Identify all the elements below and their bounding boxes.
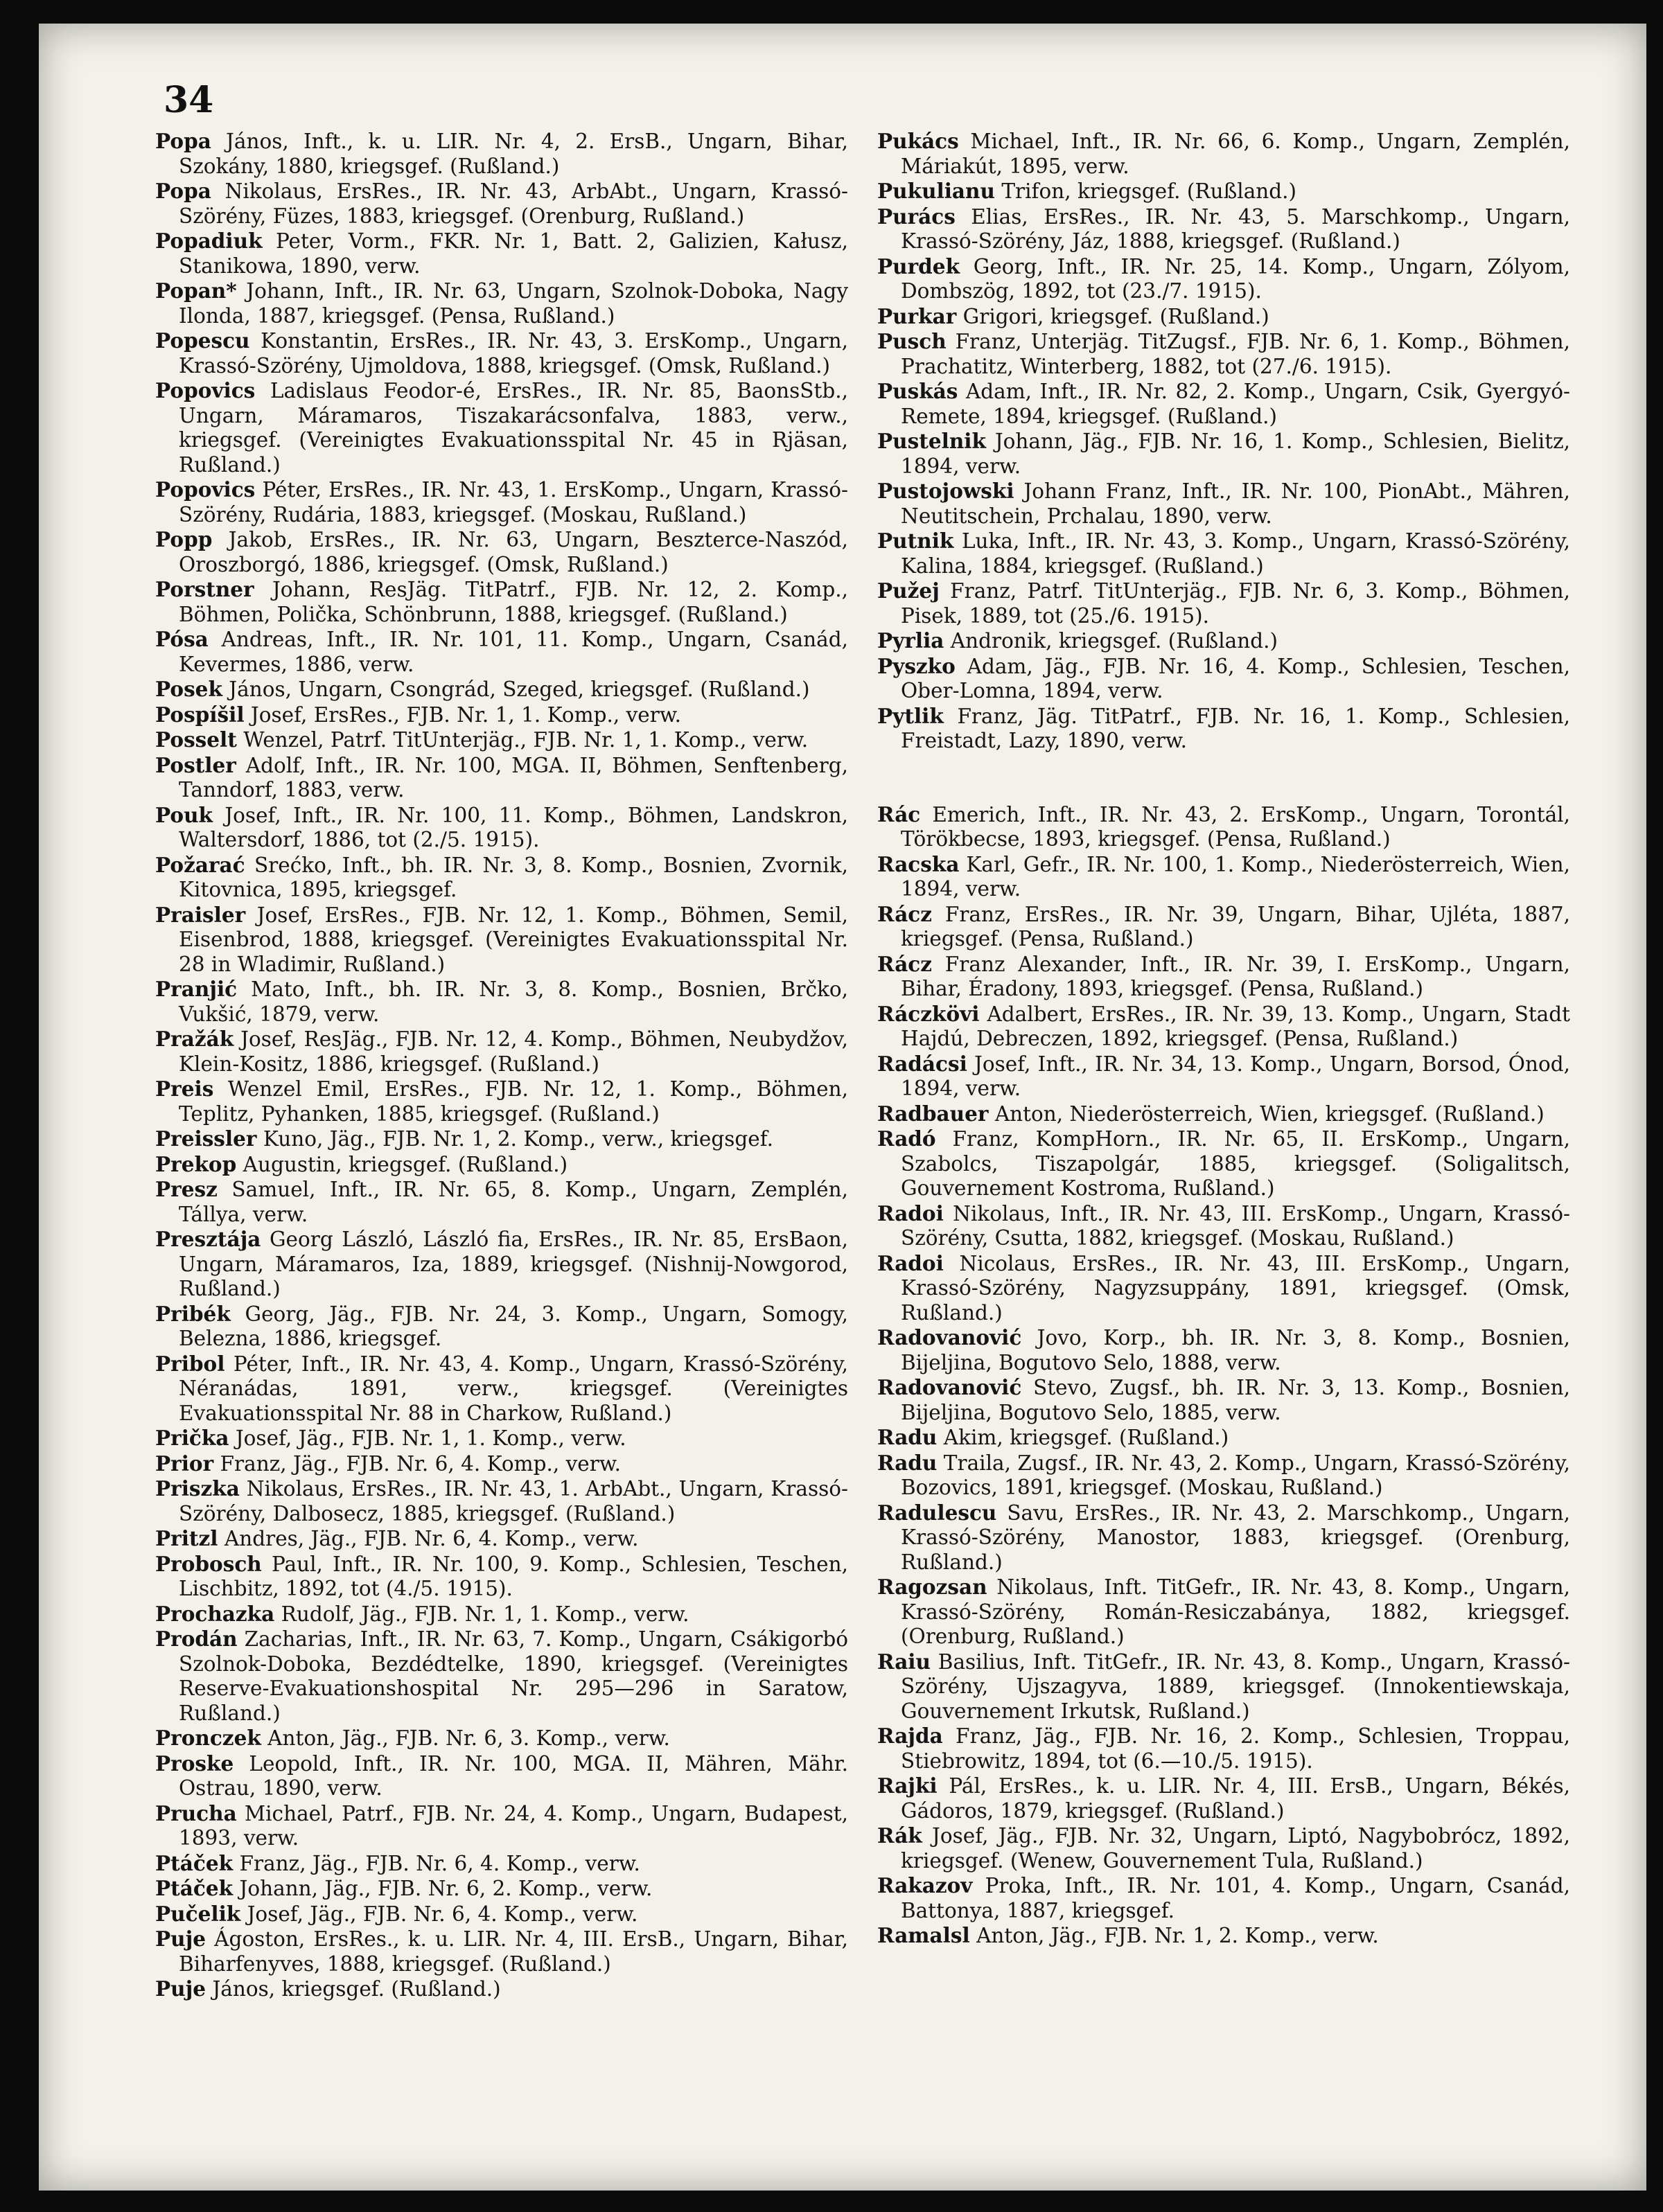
entry-details: Georg, Jäg., FJB. Nr. 24, 3. Komp., Ungarn, Somogy, Belezna, 1886, kriegsgef.: [179, 1302, 848, 1350]
entry-details: Josef, Jäg., FJB. Nr. 1, 1. Komp., verw.: [235, 1426, 626, 1450]
entry-details: Franz, Jäg., FJB. Nr. 6, 4. Komp., verw.: [239, 1851, 640, 1875]
entry-details: Franz, Jäg., FJB. Nr. 16, 2. Komp., Schlesien, Troppau, Stiebrowitz, 1894, tot (6.—10./5. 1915).: [901, 1724, 1570, 1773]
entry-surname: Ptáček: [155, 1876, 234, 1900]
entry-details: Johann, Jäg., FJB. Nr. 16, 1. Komp., Schlesien, Bielitz, 1894, verw.: [901, 430, 1570, 478]
section-p-entries: [877, 129, 1570, 754]
list-entry: [877, 304, 1570, 330]
list-entry: [877, 1501, 1570, 1575]
list-entry: [155, 1027, 848, 1077]
entry-surname: Ragozsan: [877, 1575, 987, 1599]
list-entry: [877, 1101, 1570, 1127]
entry-details: Johann Franz, Inft., IR. Nr. 100, PionAbt., Mähren, Neutitschein, Prchalau, 1890, verw.: [901, 479, 1570, 528]
list-entry: [877, 704, 1570, 754]
entry-surname: Radbauer: [877, 1101, 989, 1126]
entry-surname: Purdek: [877, 254, 960, 278]
entry-surname: Putnik: [877, 529, 954, 553]
entry-surname: Popa: [155, 179, 211, 203]
entry-details: János, Ungarn, Csongrád, Szeged, kriegsgef. (Rußland.): [229, 678, 810, 701]
list-entry: [877, 204, 1570, 254]
entry-surname: Rácz: [877, 901, 933, 926]
list-entry: [877, 902, 1570, 952]
list-entry: [155, 627, 848, 677]
list-entry: [877, 1375, 1570, 1425]
entry-details: Ágoston, ErsRes., k. u. LIR. Nr. 4, III. ErsB., Ungarn, Bihar, Biharfenyves, 1888, kriegsgef. (Rußland.): [179, 1927, 848, 1976]
entry-surname: Radu: [877, 1425, 938, 1449]
list-entry: [877, 179, 1570, 204]
entry-surname: Popp: [155, 527, 213, 551]
entry-details: Johann, ResJäg. TitPatrf., FJB. Nr. 12, 2. Komp., Böhmen, Polička, Schönbrunn, 1888, kriegsgef. (Rußland.): [179, 578, 848, 626]
entry-surname: Pytlik: [877, 703, 944, 728]
list-entry: [877, 429, 1570, 479]
section-r-entries: [877, 802, 1570, 1949]
list-entry: [877, 1126, 1570, 1201]
entry-surname: Pukács: [877, 129, 959, 153]
list-entry: [877, 1002, 1570, 1052]
entry-details: Jakob, ErsRes., IR. Nr. 63, Ungarn, Beszterce-Naszód, Oroszborgó, 1886, kriegsgef. (Omsk, Rußland.): [179, 528, 848, 576]
list-entry: [155, 1876, 848, 1902]
entry-surname: Radoi: [877, 1201, 944, 1226]
entry-surname: Popovics: [155, 477, 256, 502]
entry-details: Franz, ErsRes., IR. Nr. 39, Ungarn, Bihar, Ujléta, 1887, kriegsgef. (Pensa, Rußland.): [901, 902, 1570, 950]
entry-surname: Posselt: [155, 727, 237, 752]
entry-details: János, Inft., k. u. LIR. Nr. 4, 2. ErsB., Ungarn, Bihar, Szokány, 1880, kriegsgef. (Rußland.): [179, 130, 848, 178]
entry-surname: Radu: [877, 1450, 938, 1475]
entry-details: Georg, Inft., IR. Nr. 25, 14. Komp., Ungarn, Zólyom, Dombszög, 1892, tot (23./7. 1915).: [901, 254, 1570, 303]
entry-details: Franz Alexander, Inft., IR. Nr. 39, I. ErsKomp., Ungarn, Bihar, Éradony, 1893, kriegsgef. (Pensa, Rußland.): [901, 952, 1570, 1000]
list-entry: [877, 1923, 1570, 1949]
entry-surname: Rajda: [877, 1724, 943, 1748]
list-entry: [877, 254, 1570, 304]
entry-surname: Pužej: [877, 578, 940, 603]
entry-details: Pál, ErsRes., k. u. LIR. Nr. 4, III. ErsB., Ungarn, Békés, Gádoros, 1879, kriegsgef. (Rußland.): [901, 1774, 1570, 1823]
entry-details: Péter, Inft., IR. Nr. 43, 4. Komp., Ungarn, Krassó-Szörény, Néranádas, 1891, verw., kriegsgef. (Vereinigtes Evakuationsspital Nr. 88 in Charkow, Rußland.): [179, 1352, 848, 1425]
entry-details: Trifon, kriegsgef. (Rußland.): [1001, 179, 1297, 203]
list-entry: [155, 1352, 848, 1426]
list-entry: [155, 477, 848, 527]
entry-details: Elias, ErsRes., IR. Nr. 43, 5. Marschkomp., Ungarn, Krassó-Szörény, Jáz, 1888, kriegsgef. (Rußland.): [901, 204, 1570, 253]
entry-details: Nikolaus, Inft. TitGefr., IR. Nr. 43, 8. Komp., Ungarn, Krassó-Szörény, Román-Resiczabánya, 1882, kriegsgef. (Orenburg, Rußland.): [901, 1575, 1570, 1648]
list-entry: [155, 853, 848, 903]
right-column: [877, 129, 1570, 1949]
entry-details: Nikolaus, ErsRes., IR. Nr. 43, 1. ArbAbt., Ungarn, Krassó-Szörény, Dalbosecz, 1885, kriegsgef. (Rußland.): [179, 1477, 848, 1525]
entry-surname: Radácsi: [877, 1051, 967, 1076]
entry-details: Franz, Patrf. TitUnterjäg., FJB. Nr. 6, 3. Komp., Böhmen, Pisek, 1889, tot (25./6. 1915).: [901, 579, 1570, 628]
entry-surname: Pustojowski: [877, 479, 1014, 503]
entry-surname: Purkar: [877, 303, 957, 328]
list-entry: [155, 1552, 848, 1602]
list-entry: [155, 328, 848, 378]
entry-surname: Pučelik: [155, 1901, 241, 1926]
entry-surname: Puskás: [877, 379, 958, 403]
entry-details: Savu, ErsRes., IR. Nr. 43, 2. Marschkomp., Ungarn, Krassó-Szörény, Manostor, 1883, kriegsgef. (Orenburg, Rußland.): [901, 1501, 1570, 1574]
list-entry: [155, 903, 848, 977]
entry-surname: Posek: [155, 677, 222, 701]
entry-details: Samuel, Inft., IR. Nr. 65, 8. Komp., Ungarn, Zemplén, Tállya, verw.: [179, 1178, 848, 1226]
list-entry: [155, 1426, 848, 1451]
list-entry: [877, 129, 1570, 179]
entry-surname: Rák: [877, 1823, 922, 1848]
entry-surname: Radó: [877, 1126, 936, 1151]
list-entry: [155, 1927, 848, 1976]
entry-details: Péter, ErsRes., IR. Nr. 43, 1. ErsKomp., Ungarn, Krassó-Szörény, Rudária, 1883, kriegsgef. (Moskau, Rußland.): [179, 478, 848, 527]
entry-details: Leopold, Inft., IR. Nr. 100, MGA. II, Mähren, Mähr. Ostrau, 1890, verw.: [179, 1751, 848, 1800]
entry-surname: Pribol: [155, 1351, 225, 1376]
entry-details: Karl, Gefr., IR. Nr. 100, 1. Komp., Niederösterreich, Wien, 1894, verw.: [901, 852, 1570, 901]
list-entry: [877, 329, 1570, 379]
entry-surname: Popan*: [155, 278, 237, 303]
list-entry: [877, 654, 1570, 704]
list-entry: [155, 1976, 848, 2002]
list-entry: [155, 577, 848, 627]
entry-surname: Preissler: [155, 1126, 257, 1151]
list-entry: [877, 628, 1570, 654]
entry-details: Michael, Patrf., FJB. Nr. 24, 4. Komp., Ungarn, Budapest, 1893, verw.: [179, 1801, 848, 1850]
entry-surname: Pouk: [155, 802, 213, 827]
list-entry: [155, 1126, 848, 1152]
entry-surname: Pranjić: [155, 977, 238, 1001]
entry-surname: Presztája: [155, 1227, 261, 1251]
list-entry: [155, 1077, 848, 1126]
entry-surname: Požarać: [155, 852, 245, 877]
entry-details: Josef, Jäg., FJB. Nr. 32, Ungarn, Liptó, Nagybobrócz, 1892, kriegsgef. (Wenew, Gouvernement Tula, Rußland.): [901, 1824, 1570, 1873]
list-entry: [877, 1649, 1570, 1724]
entry-details: Mato, Inft., bh. IR. Nr. 3, 8. Komp., Bosnien, Brčko, Vukšić, 1879, verw.: [179, 977, 848, 1026]
list-entry: [877, 1425, 1570, 1451]
entry-surname: Popadiuk: [155, 229, 263, 253]
entry-surname: Proske: [155, 1751, 234, 1776]
entry-surname: Rajki: [877, 1773, 938, 1798]
list-entry: [155, 1851, 848, 1877]
entry-details: Grigori, kriegsgef. (Rußland.): [962, 304, 1269, 328]
entry-surname: Porstner: [155, 577, 254, 601]
entry-surname: Pustelnik: [877, 429, 986, 453]
entry-surname: Prior: [155, 1451, 214, 1476]
list-entry: [877, 578, 1570, 628]
entry-details: Emerich, Inft., IR. Nr. 43, 2. ErsKomp., Ungarn, Torontál, Törökbecse, 1893, kriegsgef. (Pensa, Rußland.): [901, 802, 1570, 851]
entry-surname: Ráczkövi: [877, 1001, 980, 1026]
entry-details: Srećko, Inft., bh. IR. Nr. 3, 8. Komp., Bosnien, Zvornik, Kitovnica, 1895, kriegsgef.: [179, 853, 848, 901]
list-entry: [877, 952, 1570, 1002]
list-entry: [155, 753, 848, 803]
entry-details: Andreas, Inft., IR. Nr. 101, 11. Komp., Ungarn, Csanád, Kevermes, 1886, verw.: [179, 628, 848, 676]
entry-surname: Raiu: [877, 1649, 931, 1674]
list-entry: [877, 1451, 1570, 1501]
entry-surname: Radoi: [877, 1250, 944, 1275]
entry-details: Nikolaus, ErsRes., IR. Nr. 43, ArbAbt., Ungarn, Krassó-Szörény, Füzes, 1883, kriegsgef. (Orenburg, Rußland.): [179, 179, 848, 228]
list-entry: [877, 1724, 1570, 1773]
list-entry: [155, 1602, 848, 1627]
entry-details: Adam, Inft., IR. Nr. 82, 2. Komp., Ungarn, Csik, Gyergyó-Remete, 1894, kriegsgef. (Rußland.): [901, 380, 1570, 428]
list-entry: [155, 1451, 848, 1477]
list-entry: [155, 727, 848, 753]
entry-surname: Prička: [155, 1426, 229, 1450]
entry-surname: Puje: [155, 1976, 206, 2001]
entry-surname: Prochazka: [155, 1601, 275, 1626]
list-entry: [155, 1526, 848, 1552]
entry-surname: Pribék: [155, 1301, 231, 1326]
entry-details: Andronik, kriegsgef. (Rußland.): [950, 629, 1278, 653]
entry-details: Franz, Jäg., FJB. Nr. 6, 4. Komp., verw.: [220, 1451, 621, 1476]
entry-surname: Radovanović: [877, 1325, 1022, 1350]
entry-details: Josef, ResJäg., FJB. Nr. 12, 4. Komp., Böhmen, Neubydžov, Klein-Kositz, 1886, kriegsgef. (Rußland.): [179, 1027, 848, 1076]
entry-surname: Purács: [877, 204, 956, 229]
list-entry: [155, 1152, 848, 1178]
list-entry: [877, 1773, 1570, 1823]
list-entry: [155, 1302, 848, 1352]
entry-details: Anton, Jäg., FJB. Nr. 6, 3. Komp., verw.: [267, 1726, 670, 1750]
entry-details: Josef, ErsRes., FJB. Nr. 12, 1. Komp., Böhmen, Semil, Eisenbrod, 1888, kriegsgef. (Vereinigtes Evakuationsspital Nr. 28 in Wladimir, Rußland.): [179, 903, 848, 976]
entry-surname: Ramalsl: [877, 1923, 970, 1947]
entry-details: Nikolaus, Inft., IR. Nr. 43, III. ErsKomp., Ungarn, Krassó-Szörény, Csutta, 1882, kriegsgef. (Moskau, Rußland.): [901, 1201, 1570, 1250]
list-entry: [155, 378, 848, 477]
entry-surname: Prucha: [155, 1800, 237, 1825]
entry-details: János, kriegsgef. (Rußland.): [212, 1977, 501, 2001]
entry-details: Ladislaus Feodor-é, ErsRes., IR. Nr. 85, BaonsStb., Ungarn, Máramaros, Tiszakarácsonfalva, 1883, verw., kriegsgef. (Vereinigtes Evakuationsspital Nr. 45 in Rjäsan, Rußland.): [179, 379, 848, 477]
entry-surname: Prodán: [155, 1627, 238, 1651]
entry-surname: Ptáček: [155, 1850, 234, 1875]
entry-details: Kuno, Jäg., FJB. Nr. 1, 2. Komp., verw., kriegsgef.: [263, 1127, 773, 1151]
list-entry: [877, 852, 1570, 902]
entry-surname: Puje: [155, 1927, 206, 1951]
entry-details: Peter, Vorm., FKR. Nr. 1, Batt. 2, Galizien, Kałusz, Stanikowa, 1890, verw.: [179, 229, 848, 278]
entry-details: Josef, Jäg., FJB. Nr. 6, 4. Komp., verw.: [247, 1902, 638, 1926]
entry-details: Jovo, Korp., bh. IR. Nr. 3, 8. Komp., Bosnien, Bijeljina, Bogutovo Selo, 1888, verw.: [901, 1326, 1570, 1374]
entry-surname: Pražák: [155, 1027, 234, 1051]
list-entry: [877, 529, 1570, 578]
entry-details: Luka, Inft., IR. Nr. 43, 3. Komp., Ungarn, Krassó-Szörény, Kalina, 1884, kriegsgef. (Rußland.): [901, 529, 1570, 578]
entry-details: Adalbert, ErsRes., IR. Nr. 39, 13. Komp., Ungarn, Stadt Hajdú, Debreczen, 1892, kriegsgef. (Pensa, Rußland.): [901, 1002, 1570, 1050]
entry-details: Wenzel, Patrf. TitUnterjäg., FJB. Nr. 1, 1. Komp., verw.: [243, 728, 809, 752]
entry-details: Andres, Jäg., FJB. Nr. 6, 4. Komp., verw.: [224, 1527, 639, 1550]
list-entry: [877, 1325, 1570, 1375]
list-entry: [877, 379, 1570, 429]
entry-surname: Pyszko: [877, 653, 956, 678]
list-entry: [155, 229, 848, 278]
entry-details: Georg László, László fia, ErsRes., IR. Nr. 85, ErsBaon, Ungarn, Máramaros, Iza, 1889, kriegsgef. (Nishnij-Nowgorod, Rußland.): [179, 1228, 848, 1300]
entry-surname: Pusch: [877, 329, 947, 353]
entry-details: Augustin, kriegsgef. (Rußland.): [243, 1152, 568, 1176]
left-column: [155, 129, 848, 2002]
entry-surname: Pyrlia: [877, 628, 944, 653]
entry-surname: Pronczek: [155, 1726, 261, 1750]
entry-details: Basilius, Inft. TitGefr., IR. Nr. 43, 8. Komp., Ungarn, Krassó-Szörény, Ujszagyva, 1889, kriegsgef. (Innokentiewskaja, Gouvernement Irkutsk, Rußland.): [901, 1649, 1570, 1723]
list-entry: [155, 1726, 848, 1751]
entry-details: Franz, Jäg. TitPatrf., FJB. Nr. 16, 1. Komp., Schlesien, Freistadt, Lazy, 1890, verw.: [901, 704, 1570, 752]
list-entry: [877, 479, 1570, 529]
entry-details: Franz, Unterjäg. TitZugsf., FJB. Nr. 6, 1. Komp., Böhmen, Prachatitz, Winterberg, 1882, tot (27./6. 1915).: [901, 330, 1570, 378]
entry-surname: Pospíšil: [155, 702, 245, 727]
entry-details: Zacharias, Inft., IR. Nr. 63, 7. Komp., Ungarn, Csákigorbó Szolnok-Doboka, Bezdédtelke, 1890, kriegsgef. (Vereinigtes Reserve-Evakuationshospital Nr. 295—296 in Saratow, Rußland.): [179, 1627, 848, 1725]
page-number: 34: [164, 79, 214, 121]
entry-surname: Preis: [155, 1077, 214, 1101]
list-entry: [155, 702, 848, 728]
entry-details: Stevo, Zugsf., bh. IR. Nr. 3, 13. Komp., Bosnien, Bijeljina, Bogutovo Selo, 1885, verw.: [901, 1376, 1570, 1424]
entry-surname: Praisler: [155, 902, 246, 927]
entry-surname: Probosch: [155, 1551, 262, 1576]
list-entry: [155, 1902, 848, 1927]
entry-details: Proka, Inft., IR. Nr. 101, 4. Komp., Ungarn, Csanád, Battonya, 1887, kriegsgef.: [901, 1874, 1570, 1922]
entry-details: Wenzel Emil, ErsRes., FJB. Nr. 12, 1. Komp., Böhmen, Teplitz, Pyhanken, 1885, kriegsgef. (Rußland.): [179, 1077, 848, 1126]
entry-details: Akim, kriegsgef. (Rußland.): [943, 1426, 1229, 1449]
entry-details: Anton, Jäg., FJB. Nr. 1, 2. Komp., verw.: [976, 1924, 1379, 1947]
entry-surname: Pritzl: [155, 1526, 218, 1550]
entry-surname: Postler: [155, 752, 236, 777]
entry-surname: Radovanović: [877, 1375, 1022, 1399]
list-entry: [155, 977, 848, 1027]
entry-details: Johann, Jäg., FJB. Nr. 6, 2. Komp., verw.: [239, 1877, 653, 1900]
entry-details: Adolf, Inft., IR. Nr. 100, MGA. II, Böhmen, Senftenberg, Tanndorf, 1883, verw.: [179, 753, 848, 802]
entry-surname: Presz: [155, 1177, 218, 1201]
entry-details: Nicolaus, ErsRes., IR. Nr. 43, III. ErsKomp., Ungarn, Krassó-Szörény, Nagyzsuppány, 1891, kriegsgef. (Omsk, Rußland.): [901, 1251, 1570, 1325]
list-entry: [155, 1227, 848, 1302]
list-entry: [877, 1823, 1570, 1873]
entry-surname: Priszka: [155, 1476, 240, 1501]
entry-details: Michael, Inft., IR. Nr. 66, 6. Komp., Ungarn, Zemplén, Máriakút, 1895, verw.: [901, 130, 1570, 178]
entry-surname: Rác: [877, 802, 921, 826]
entry-details: Josef, Inft., IR. Nr. 100, 11. Komp., Böhmen, Landskron, Waltersdorf, 1886, tot (2./5. 1915).: [179, 803, 848, 851]
entry-details: Franz, KompHorn., IR. Nr. 65, II. ErsKomp., Ungarn, Szabolcs, Tiszapolgár, 1885, kriegsgef. (Soligalitsch, Gouvernement Kostroma, Rußland.): [901, 1127, 1570, 1200]
entry-surname: Pósa: [155, 627, 209, 651]
entry-details: Konstantin, ErsRes., IR. Nr. 43, 3. ErsKomp., Ungarn, Krassó-Szörény, Ujmoldova, 1888, kriegsgef. (Omsk, Rußland.): [179, 329, 848, 378]
entry-surname: Rácz: [877, 951, 933, 976]
list-entry: [155, 677, 848, 702]
list-entry: [877, 1251, 1570, 1326]
list-entry: [877, 1201, 1570, 1251]
list-entry: [155, 1476, 848, 1526]
entry-details: Anton, Niederösterreich, Wien, kriegsgef. (Rußland.): [994, 1101, 1545, 1126]
entry-details: Josef, ErsRes., FJB. Nr. 1, 1. Komp., verw.: [250, 702, 681, 727]
entry-surname: Popa: [155, 129, 211, 153]
entry-surname: Rakazov: [877, 1873, 973, 1897]
entry-details: Adam, Jäg., FJB. Nr. 16, 4. Komp., Schlesien, Teschen, Ober-Lomna, 1894, verw.: [901, 654, 1570, 702]
list-entry: [155, 278, 848, 328]
list-entry: [155, 1627, 848, 1726]
entry-surname: Popovics: [155, 378, 256, 402]
entry-details: Paul, Inft., IR. Nr. 100, 9. Komp., Schlesien, Teschen, Lischbitz, 1892, tot (4./5. 1915).: [179, 1552, 848, 1600]
entry-surname: Pukulianu: [877, 179, 995, 203]
entry-details: Traila, Zugsf., IR. Nr. 43, 2. Komp., Ungarn, Krassó-Szörény, Bozovics, 1891, kriegsgef. (Moskau, Rußland.): [901, 1451, 1570, 1499]
list-entry: [155, 1177, 848, 1227]
list-entry: [155, 527, 848, 577]
entry-surname: Radulescu: [877, 1500, 997, 1525]
list-entry: [155, 1751, 848, 1801]
entry-details: Rudolf, Jäg., FJB. Nr. 1, 1. Komp., verw.: [281, 1602, 689, 1626]
list-entry: [877, 1575, 1570, 1649]
list-entry: [877, 802, 1570, 852]
list-entry: [155, 803, 848, 853]
entry-surname: Prekop: [155, 1151, 237, 1176]
list-entry: [877, 1052, 1570, 1101]
entry-surname: Popescu: [155, 328, 250, 353]
list-entry: [155, 1801, 848, 1851]
entry-surname: Racska: [877, 851, 960, 876]
list-entry: [877, 1873, 1570, 1923]
section-gap: [877, 754, 1570, 802]
list-entry: [155, 179, 848, 229]
entry-details: Josef, Inft., IR. Nr. 34, 13. Komp., Ungarn, Borsod, Ónod, 1894, verw.: [901, 1052, 1570, 1100]
entry-details: Johann, Inft., IR. Nr. 63, Ungarn, Szolnok-Doboka, Nagy Ilonda, 1887, kriegsgef. (Pensa, Rußland.): [179, 279, 848, 328]
list-entry: [155, 129, 848, 179]
